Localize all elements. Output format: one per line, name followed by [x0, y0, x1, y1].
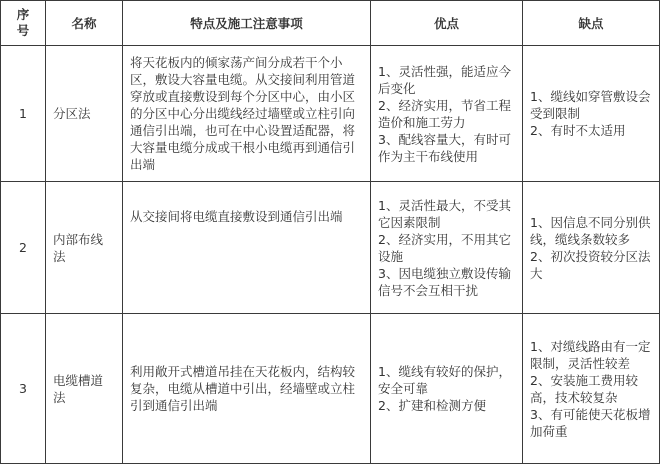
row-disadvantages — [523, 182, 660, 314]
disadvantages-text: 1、因信息不同分别供线，缆线条数较多 2、初次投资较分区法大 — [530, 214, 651, 281]
header-index: 序号 — [1, 1, 46, 46]
advantages-text: 1、缆线有较好的保护，安全可靠 2、扩建和检测方便 — [378, 364, 511, 413]
row-advantages — [371, 314, 523, 464]
header-name: 名称 — [46, 1, 123, 46]
disadvantages-text: 1、缆线如穿管敷设会受到限制 2、有时不太适用 — [530, 89, 651, 138]
table-row — [1, 182, 660, 314]
row-features: 将天花板内的倾家荡产间分成若干个小区，敷设大容量电缆。从交接间利用管道穿放或直接敷设到每个分区中心，由小区的分区中心分出缆线经过墙壁或立柱引向通信引出端，也可在中心设置适配器，将大容量电缆分成或干根小电缆再到通信引出端 — [123, 46, 371, 182]
header-row — [1, 1, 660, 46]
table-row — [1, 46, 660, 182]
row-index: 3 — [1, 314, 46, 464]
advantages-text: 1、灵活性最大，不受其它因素限制 2、经济实用，不用其它设施 3、因电缆独立敷设传输信号不会互相干扰 — [378, 197, 511, 298]
row-advantages — [371, 182, 523, 314]
header-disadvantages: 缺点 — [523, 1, 660, 46]
row-method-name — [46, 314, 123, 464]
row-method-name: 分区法 — [46, 46, 123, 182]
row-disadvantages — [523, 314, 660, 464]
method-name-text: 电缆槽道法 — [53, 372, 104, 405]
row-index: 1 — [1, 46, 46, 182]
row-features — [123, 182, 371, 314]
row-method-name — [46, 182, 123, 314]
header-features: 特点及施工注意事项 — [123, 1, 371, 46]
disadvantages-text: 1、对缆线路由有一定限制，灵活性较差 2、安装施工费用较高，技术较复杂 3、有可能使天花板增加荷重 — [530, 338, 651, 439]
method-name-text: 内部布线法 — [53, 231, 104, 264]
row-disadvantages — [523, 46, 660, 182]
row-advantages — [371, 46, 523, 182]
header-advantages: 优点 — [371, 1, 523, 46]
features-text: 从交接间将电缆直接敷设到通信引出端 — [130, 208, 343, 224]
row-features: 利用敞开式槽道吊挂在天花板内，结构较复杂，电缆从槽道中引出，经墙壁或立柱引到通信引出端 — [123, 314, 371, 464]
table-row — [1, 314, 660, 464]
row-index: 2 — [1, 182, 46, 314]
advantages-text: 1、灵活性强，能适应今后变化 2、经济实用，节省工程造价和施工劳力 3、配线容量大，有时可作为主干布线使用 — [378, 63, 511, 164]
